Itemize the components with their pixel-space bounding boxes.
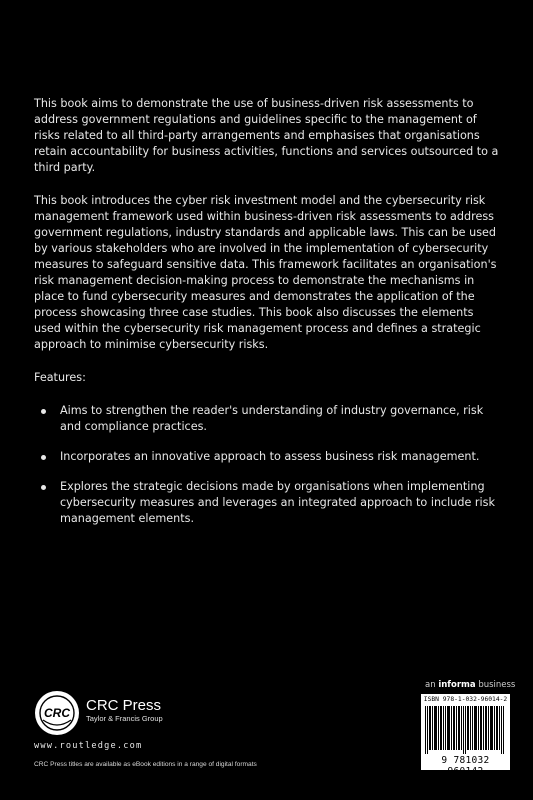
crc-press-logo-icon bbox=[34, 690, 80, 736]
publisher-website: www.routledge.com bbox=[34, 741, 143, 751]
back-cover-blurb bbox=[34, 96, 502, 541]
feature-text: Incorporates an innovative approach to assess business risk management. bbox=[60, 450, 480, 463]
informa-business-tag bbox=[425, 680, 515, 690]
publisher-block bbox=[86, 697, 163, 724]
feature-item bbox=[34, 479, 502, 527]
barcode-digits: 9 781032 960142 bbox=[441, 755, 490, 777]
blurb-paragraph-2: This book introduces the cyber risk investment model and the cybersecurity risk management framework used within business-driven risk assessments to address government regulations, industry standards and applicable laws. This can be used by various stakeholders who are involved in the implementation of cybersecurity measures to safeguard sensitive data. This framework facilitates an organisation's risk management decision-making process to demonstrate the mechanisms in place to fund cybersecurity measures and demonstrates the application of the process showcasing three case studies. This book also discusses the elements used within the cybersecurity risk management process and defines a strategic approach to minimise cybersecurity risks. bbox=[34, 194, 497, 351]
isbn-label: ISBN 978-1-032-96014-2 bbox=[423, 696, 508, 703]
informa-brand: informa bbox=[438, 680, 476, 690]
feature-text: Explores the strategic decisions made by organisations when implementing cybersecurity measures and leverages an integrated approach to include risk management elements. bbox=[60, 480, 495, 525]
blurb-paragraph-1: This book aims to demonstrate the use of business-driven risk assessments to address government regulations and guidelines specific to the management of risks related to all third-party arrangements and emphasises that organisations retain accountability for business activities, functions and services outsourced to a third party. bbox=[34, 97, 499, 174]
informa-suffix: business bbox=[478, 680, 516, 690]
features-list bbox=[34, 403, 502, 527]
ebook-note: CRC Press titles are available as eBook editions in a range of digital formats bbox=[34, 761, 257, 768]
barcode-bars bbox=[425, 706, 506, 754]
isbn-barcode bbox=[421, 694, 510, 777]
informa-prefix: an bbox=[425, 680, 436, 690]
publisher-group: Taylor & Francis Group bbox=[86, 714, 163, 723]
bullet-icon bbox=[41, 409, 46, 414]
features-title: Features: bbox=[34, 371, 86, 384]
crc-logo-text: CRC bbox=[44, 706, 70, 720]
publisher-name: CRC Press bbox=[86, 697, 162, 714]
feature-text: Aims to strengthen the reader's understanding of industry governance, risk and compliance practices. bbox=[60, 404, 484, 433]
bullet-icon bbox=[41, 455, 46, 460]
feature-item bbox=[34, 403, 502, 435]
feature-item bbox=[34, 449, 502, 465]
bullet-icon bbox=[41, 485, 46, 490]
